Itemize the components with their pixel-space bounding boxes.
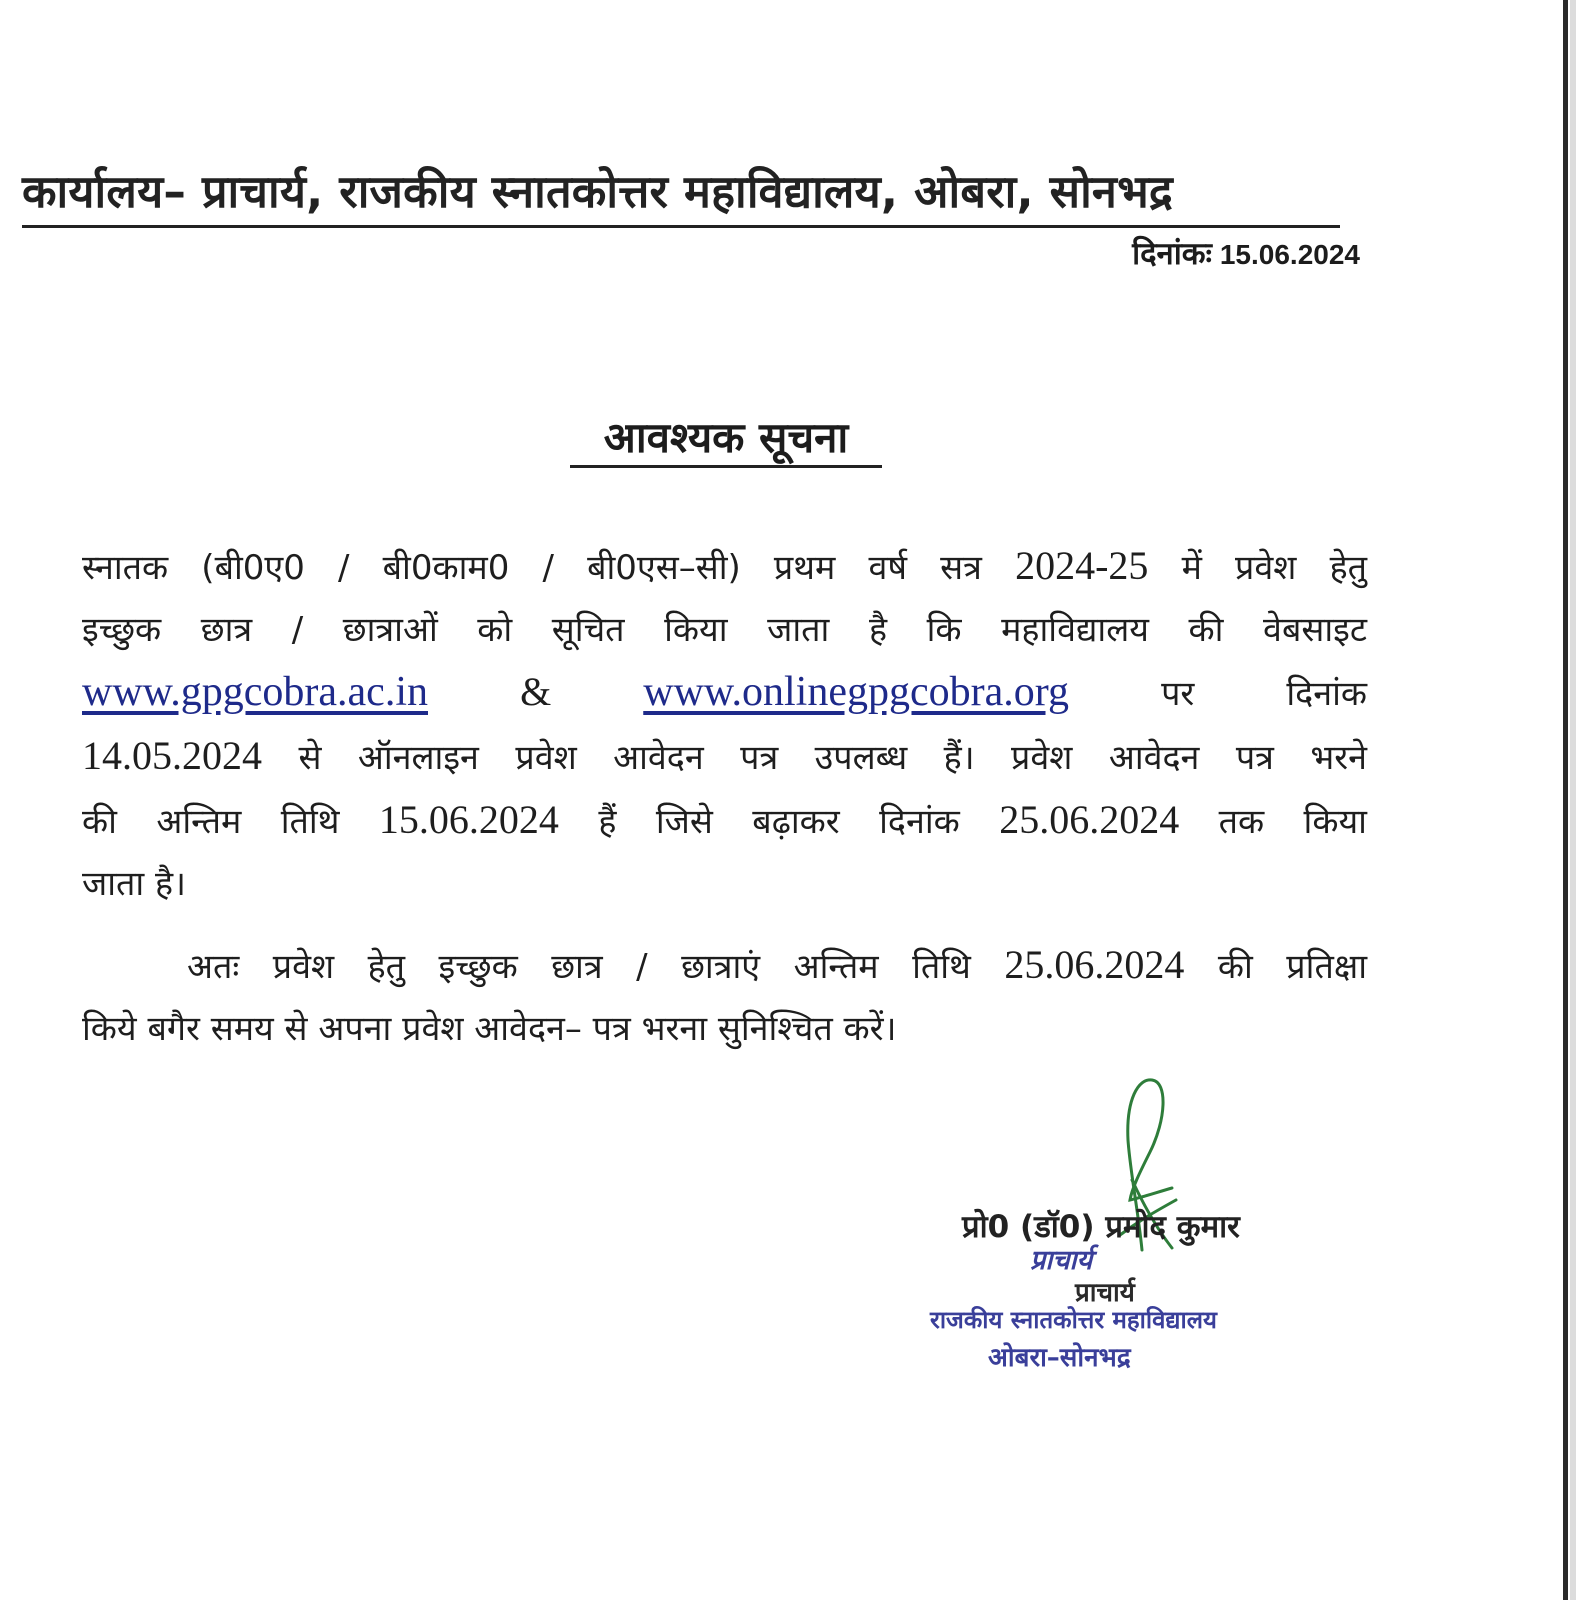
- text-segment: पर दिनांक: [1161, 674, 1367, 714]
- text-segment: अतः प्रवेश हेतु इच्छुक छात्र / छात्राएं अन्तिम तिथि: [187, 947, 971, 987]
- notice-paragraph-1: [82, 535, 1367, 915]
- office-heading: कार्यालय– प्राचार्य, राजकीय स्नातकोत्तर महाविद्यालय, ओबरा, सोनभद्र: [22, 165, 1174, 218]
- session-year: 2024-25: [1015, 543, 1149, 588]
- office-heading-underline: [22, 225, 1340, 228]
- text-segment: स्नातक (बी0ए0 / बी0काम0 / बी0एस–सी) प्रथम वर्ष सत्र: [82, 548, 982, 588]
- paragraph-1-line-1: [82, 535, 1367, 599]
- ampersand: &: [520, 669, 552, 714]
- paragraph-1-line-2: इच्छुक छात्र / छात्राओं को सूचित किया जाता है कि महाविद्यालय की वेबसाइट: [82, 610, 1367, 650]
- text-segment: की प्रतिक्षा: [1217, 947, 1368, 987]
- old-last-date: 15.06.2024: [378, 797, 559, 842]
- paragraph-1-line-4: [82, 725, 1367, 789]
- paragraph-1-line-6: जाता है।: [82, 864, 186, 904]
- text-segment: तक किया: [1218, 802, 1367, 842]
- paragraph-1-line-3: [82, 661, 1367, 725]
- stamp-college: राजकीय स्नातकोत्तर महाविद्यालय: [930, 1306, 1217, 1334]
- website-link-2[interactable]: www.onlinegpgcobra.org: [643, 669, 1069, 715]
- text-segment: की अन्तिम तिथि: [82, 802, 340, 842]
- notice-title-underline: [570, 465, 882, 468]
- start-date: 14.05.2024: [82, 733, 262, 778]
- text-segment: हैं जिसे बढ़ाकर दिनांक: [598, 802, 960, 842]
- page-edge-light: [1570, 0, 1576, 1600]
- paragraph-1-line-5: [82, 789, 1367, 853]
- text-segment: से ऑनलाइन प्रवेश आवेदन पत्र उपलब्ध हैं। प्रवेश आवेदन पत्र भरने: [298, 738, 1368, 778]
- new-last-date: 25.06.2024: [999, 797, 1180, 842]
- final-date: 25.06.2024: [1004, 942, 1185, 987]
- date-label: दिनांकः: [1132, 236, 1212, 272]
- website-link-1[interactable]: www.gpgcobra.ac.in: [82, 669, 428, 715]
- notice-paragraph-2: [82, 934, 1367, 1060]
- signatory-name: प्रो0 (डॉ0) प्रमोद कुमार: [962, 1209, 1240, 1245]
- text-segment: में प्रवेश हेतु: [1181, 548, 1368, 588]
- stamp-place: ओबरा–सोनभद्र: [988, 1343, 1131, 1373]
- notice-title: आवश्यक सूचना: [603, 413, 849, 462]
- signature-block: [930, 1060, 1350, 1380]
- paragraph-2-line-1: [82, 934, 1367, 998]
- date-line: [1060, 232, 1360, 274]
- page-edge-dark: [1563, 0, 1568, 1600]
- stamp-title-italic: प्राचार्य: [1030, 1245, 1093, 1276]
- paragraph-2-line-2: किये बगैर समय से अपना प्रवेश आवेदन– पत्र भरना सुनिश्चित करें।: [82, 1009, 897, 1049]
- date-value: 15.06.2024: [1219, 239, 1360, 270]
- stamp-title: प्राचार्य: [1075, 1278, 1135, 1308]
